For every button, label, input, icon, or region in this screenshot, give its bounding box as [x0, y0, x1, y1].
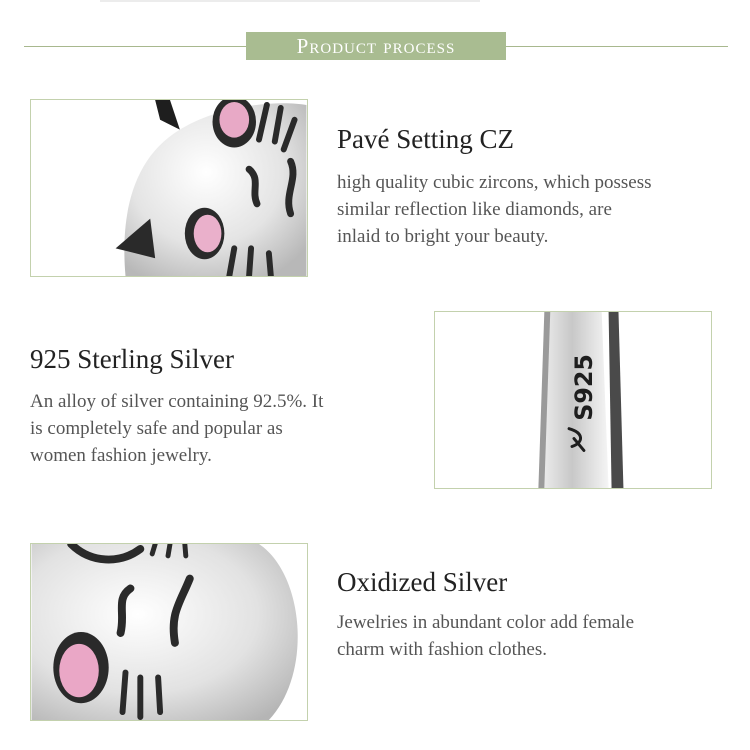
- cat-charm-oxidized-image: [31, 544, 307, 720]
- top-divider: [100, 0, 480, 2]
- sterling-stamp-photo: [434, 311, 712, 489]
- feature-desc-line: charm with fashion clothes.: [337, 639, 548, 660]
- s925-stamp-image: [435, 312, 711, 488]
- feature-desc-line: inlaid to bright your beauty.: [337, 226, 549, 247]
- feature-desc-line: similar reflection like diamonds, are: [337, 199, 612, 220]
- stamp-text: S925: [569, 354, 598, 421]
- section-header-title: Product process: [296, 33, 456, 58]
- feature-desc-sterling: [30, 388, 410, 469]
- feature-title-oxidized: Oxidized Silver: [337, 567, 508, 597]
- feature-desc-oxidized: [337, 609, 717, 663]
- header-line-right: [506, 46, 728, 47]
- feature-desc-line: high quality cubic zircons, which possess: [337, 172, 652, 193]
- feature-title-sterling: 925 Sterling Silver: [30, 344, 234, 374]
- feature-title-pave: Pavé Setting CZ: [337, 124, 514, 154]
- feature-desc-line: women fashion jewelry.: [30, 445, 212, 466]
- feature-desc-pave: [337, 169, 717, 250]
- oxidized-silver-photo: [30, 543, 308, 721]
- pave-setting-photo: [30, 99, 308, 277]
- cat-charm-closeup-image: [31, 100, 307, 276]
- header-line-left: [24, 46, 246, 47]
- feature-desc-line: Jewelries in abundant color add female: [337, 612, 635, 633]
- section-header: [246, 32, 506, 60]
- feature-desc-line: An alloy of silver containing 92.5%. It: [30, 391, 324, 412]
- feature-desc-line: is completely safe and popular as: [30, 418, 283, 439]
